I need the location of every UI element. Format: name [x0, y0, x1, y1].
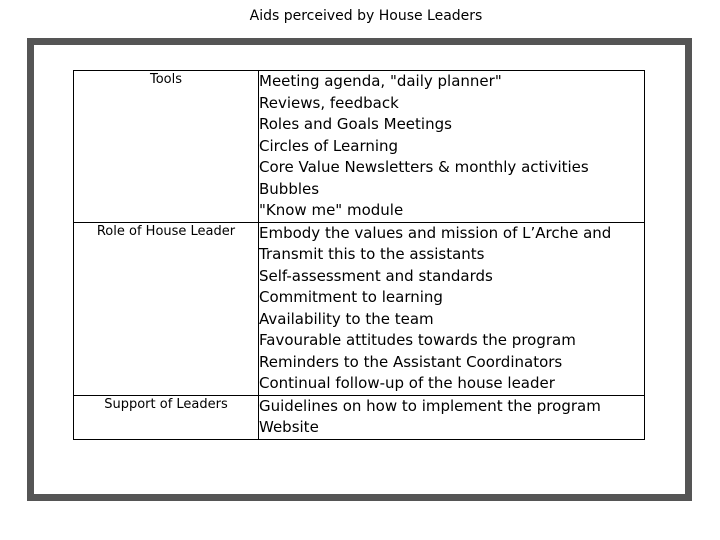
list-item: Core Value Newsletters & monthly activities [259, 158, 589, 176]
row-items [259, 71, 645, 223]
row-label: Role of House Leader [74, 222, 259, 395]
list-item: Roles and Goals Meetings [259, 115, 452, 133]
list-item: Availability to the team [259, 309, 434, 328]
list-item: Website [259, 418, 319, 436]
list-item: Guidelines on how to implement the program [259, 396, 601, 415]
list-item: Reminders to the Assistant Coordinators [259, 352, 563, 371]
list-item: Circles of Learning [259, 136, 399, 155]
table-row-tools [74, 71, 645, 223]
list-item: Bubbles [259, 179, 320, 198]
list-item: Commitment to learning [259, 288, 443, 306]
list-item: Self-assessment and standards [259, 266, 493, 285]
aids-table [73, 70, 645, 440]
list-item: Meeting agenda, "daily planner" [259, 72, 502, 90]
list-item: Embody the values and mission of L’Arche and [259, 223, 612, 242]
list-item: Reviews, feedback [259, 93, 399, 112]
list-item: Favourable attitudes towards the program [259, 331, 576, 349]
row-items [259, 395, 645, 439]
list-item: Continual follow-up of the house leader [259, 374, 555, 392]
row-label: Tools [74, 71, 259, 223]
table-row-role-of-house-leader [74, 222, 645, 395]
list-item: Transmit this to the assistants [259, 245, 485, 263]
row-items [259, 222, 645, 395]
table-row-support-of-leaders [74, 395, 645, 439]
list-item: "Know me" module [259, 201, 404, 219]
page-title: Aids perceived by House Leaders [249, 8, 483, 24]
row-label: Support of Leaders [74, 395, 259, 439]
